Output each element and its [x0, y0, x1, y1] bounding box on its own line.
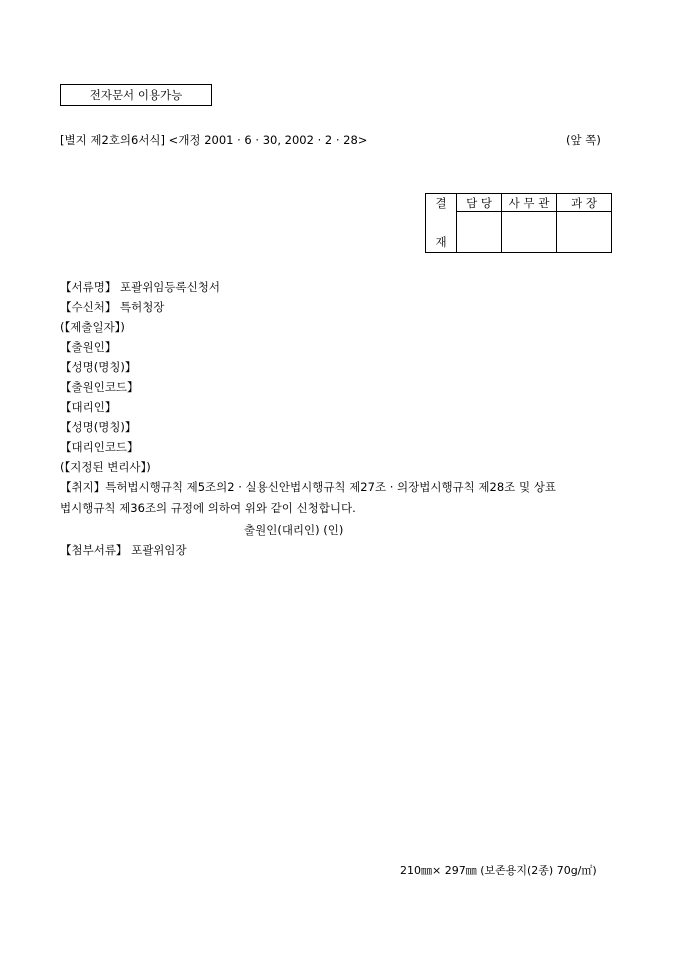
form-number: [별지 제2호의6서식] <개정 2001 · 6 · 30, 2002 · 2 · 28>	[60, 133, 368, 147]
field-agent: 【대리인】	[60, 400, 117, 414]
field-submit-date: (【제출일자】)	[60, 320, 125, 334]
field-attachments: 【첨부서류】 포괄위임장	[60, 543, 187, 557]
field-applicant-code: 【출원인코드】	[60, 380, 139, 394]
approval-table	[425, 193, 612, 253]
approval-header-officer: 사 무 관	[502, 194, 557, 212]
electronic-document-box: 전자문서 이용가능	[60, 84, 212, 106]
approval-label-bottom: 재	[426, 212, 457, 253]
field-applicant-name: 【성명(명칭)】	[60, 360, 137, 374]
field-recipient: 【수신처】 특허청장	[60, 300, 165, 314]
approval-header-chief: 과 장	[557, 194, 612, 212]
field-agent-name: 【성명(명칭)】	[60, 420, 137, 434]
field-designated-attorney: (【지정된 변리사】)	[60, 460, 151, 474]
field-agent-code: 【대리인코드】	[60, 440, 139, 454]
purpose-line-2: 법시행규칙 제36조의 규정에 의하여 위와 같이 신청합니다.	[60, 501, 356, 515]
field-applicant: 【출원인】	[60, 340, 117, 354]
approval-box-chief	[557, 212, 612, 253]
approval-box-officer	[502, 212, 557, 253]
approval-box-staff	[457, 212, 502, 253]
signature-line: 출원인(대리인) (인)	[244, 523, 344, 537]
approval-label-top: 결	[426, 194, 457, 212]
paper-spec: 210㎜× 297㎜ (보존용지(2종) 70g/㎡)	[400, 864, 597, 877]
front-side-label: (앞 쪽)	[566, 133, 601, 147]
approval-header-staff: 담 당	[457, 194, 502, 212]
field-document-name: 【서류명】 포괄위임등록신청서	[60, 280, 220, 294]
purpose-line-1: 【취지】특허법시행규칙 제5조의2 · 실용신안법시행규칙 제27조 · 의장법시행규칙 제28조 및 상표	[60, 480, 556, 494]
